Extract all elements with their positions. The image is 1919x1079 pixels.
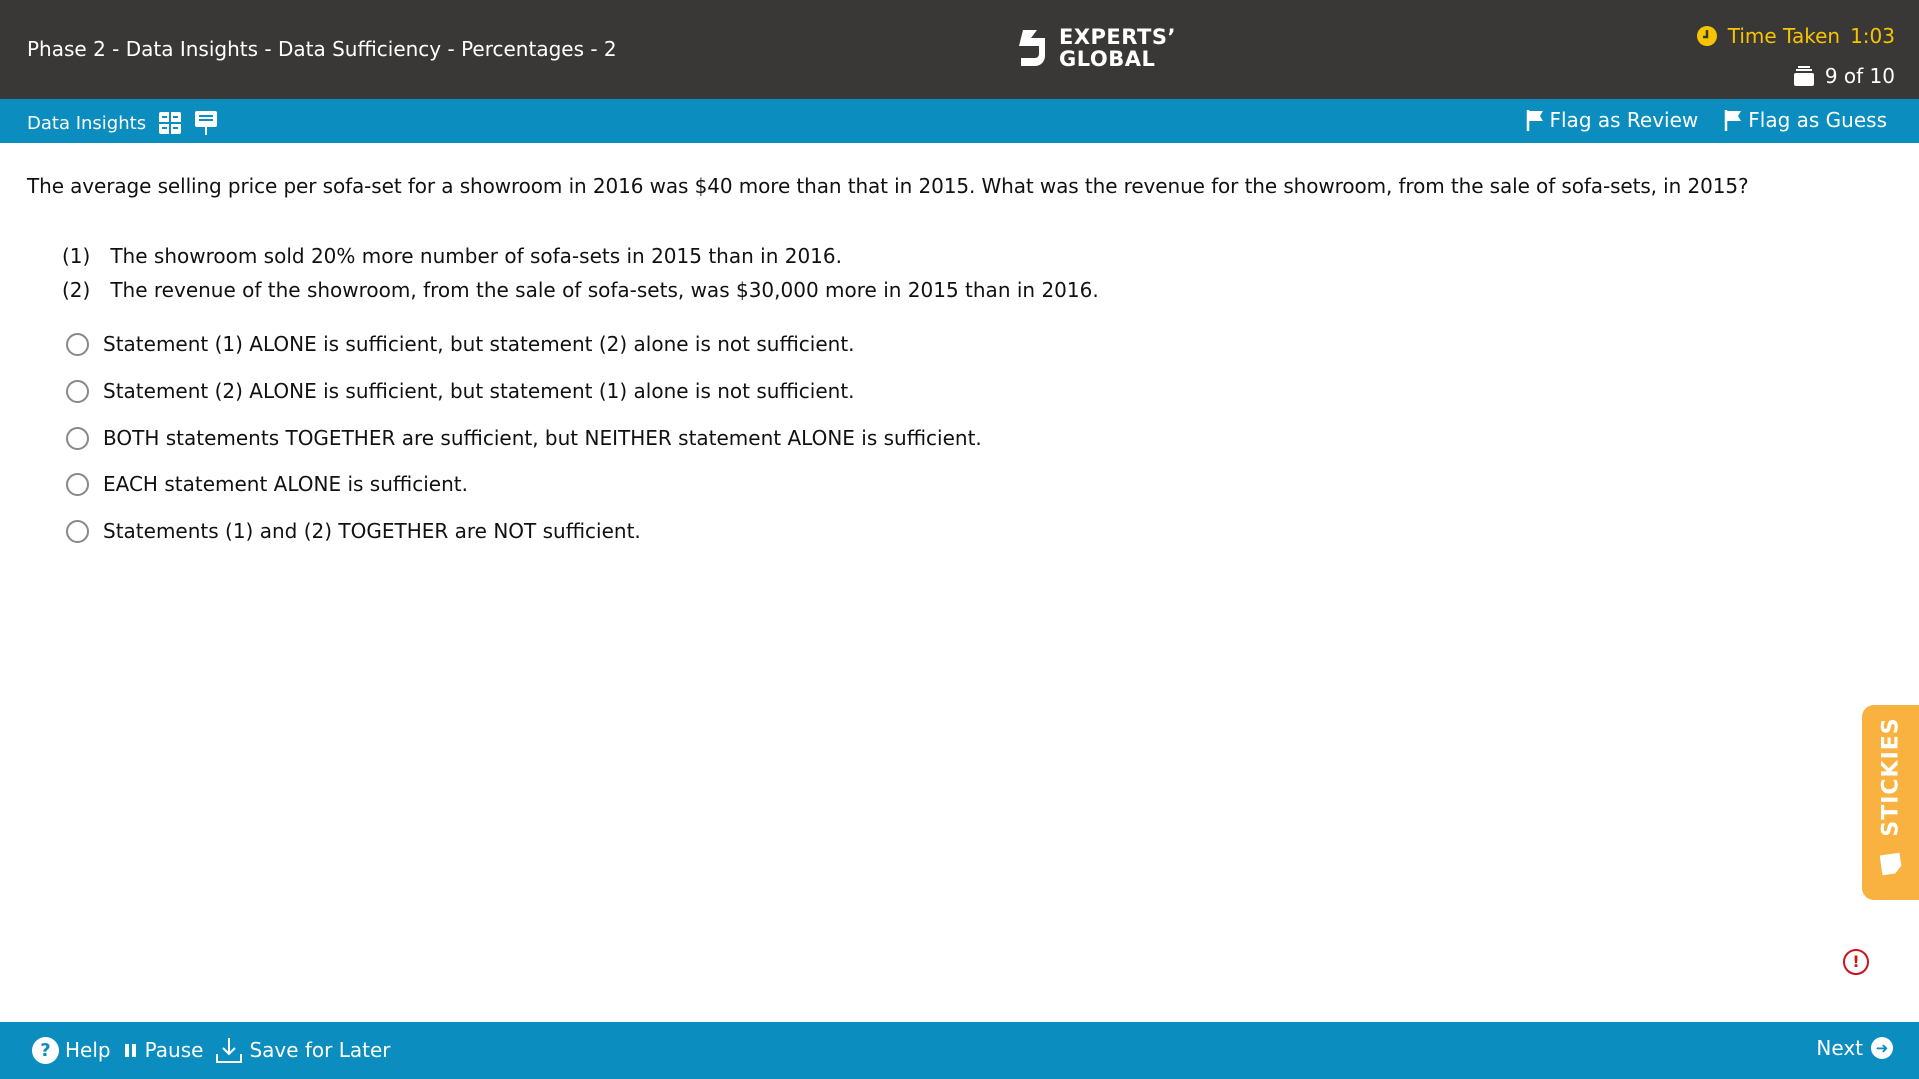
grid-icon[interactable]	[158, 111, 182, 135]
top-header	[0, 0, 1919, 99]
timer	[1696, 24, 1895, 48]
help-icon: ?	[32, 1037, 59, 1064]
option-label: BOTH statements TOGETHER are sufficient, but NEITHER statement ALONE is sufficient.	[103, 426, 982, 450]
flag-icon	[1526, 109, 1544, 131]
statement-number: (2)	[62, 278, 91, 302]
bottom-footer	[0, 1022, 1919, 1079]
stack-icon	[1793, 65, 1815, 87]
question-counter	[1793, 64, 1895, 88]
answer-option-4[interactable]	[66, 472, 468, 496]
stickies-label: STICKIES	[1878, 717, 1903, 837]
section-label: Data Insights	[27, 112, 147, 134]
statement-1	[62, 244, 842, 268]
pause-button[interactable]	[123, 1038, 204, 1062]
sticky-note-icon	[1878, 851, 1904, 877]
radio-button[interactable]	[66, 427, 89, 450]
save-for-later-button[interactable]	[215, 1036, 390, 1064]
option-label: Statement (1) ALONE is sufficient, but statement (2) alone is not sufficient.	[103, 332, 855, 356]
logo	[1015, 26, 1176, 70]
report-error-icon[interactable]: !	[1843, 949, 1869, 975]
option-label: Statement (2) ALONE is sufficient, but statement (1) alone is not sufficient.	[103, 379, 855, 403]
pause-label: Pause	[144, 1038, 204, 1062]
radio-button[interactable]	[66, 473, 89, 496]
radio-button[interactable]	[66, 520, 89, 543]
help-label: Help	[65, 1038, 111, 1062]
flag-as-review-button[interactable]	[1526, 108, 1699, 132]
radio-button[interactable]	[66, 380, 89, 403]
flag-as-guess-button[interactable]	[1724, 108, 1887, 132]
next-button[interactable]	[1816, 1036, 1893, 1060]
flag-guess-label: Flag as Guess	[1748, 108, 1887, 132]
time-value: 1:03	[1850, 24, 1895, 48]
statement-2	[62, 278, 1099, 302]
download-icon	[215, 1036, 243, 1064]
clock-icon	[1696, 25, 1718, 47]
statement-number: (1)	[62, 244, 91, 268]
answer-option-3[interactable]	[66, 426, 982, 450]
help-button[interactable]	[32, 1037, 111, 1064]
logo-icon	[1015, 26, 1051, 70]
save-label: Save for Later	[249, 1038, 391, 1062]
statement-text: The revenue of the showroom, from the sale of sofa-sets, was $30,000 more in 2015 than in 2016.	[110, 278, 1099, 302]
answer-option-5[interactable]	[66, 519, 641, 543]
flag-icon	[1724, 109, 1742, 131]
flag-review-label: Flag as Review	[1549, 108, 1699, 132]
arrow-right-icon: ➜	[1871, 1037, 1893, 1059]
statement-text: The showroom sold 20% more number of sofa-sets in 2015 than in 2016.	[110, 244, 842, 268]
answer-option-2[interactable]	[66, 379, 855, 403]
section-toolbar	[0, 99, 1919, 143]
pause-icon	[123, 1041, 139, 1059]
logo-text-1: EXPERTS’	[1059, 25, 1176, 49]
page-title: Phase 2 - Data Insights - Data Sufficiency - Percentages - 2	[27, 37, 617, 61]
option-label: EACH statement ALONE is sufficient.	[103, 472, 468, 496]
stickies-tab[interactable]	[1862, 705, 1919, 900]
logo-text-2: GLOBAL	[1059, 47, 1156, 71]
answer-option-1[interactable]	[66, 332, 855, 356]
question-text: The average selling price per sofa-set for a showroom in 2016 was $40 more than that in 2015. What was the revenue for the showroom, from the sale of sofa-sets, in 2015?	[27, 174, 1749, 198]
progress-text: 9 of 10	[1824, 64, 1895, 88]
option-label: Statements (1) and (2) TOGETHER are NOT sufficient.	[103, 519, 641, 543]
whiteboard-icon[interactable]	[194, 110, 218, 136]
radio-button[interactable]	[66, 333, 89, 356]
time-label: Time Taken	[1727, 24, 1841, 48]
next-label: Next	[1816, 1036, 1863, 1060]
